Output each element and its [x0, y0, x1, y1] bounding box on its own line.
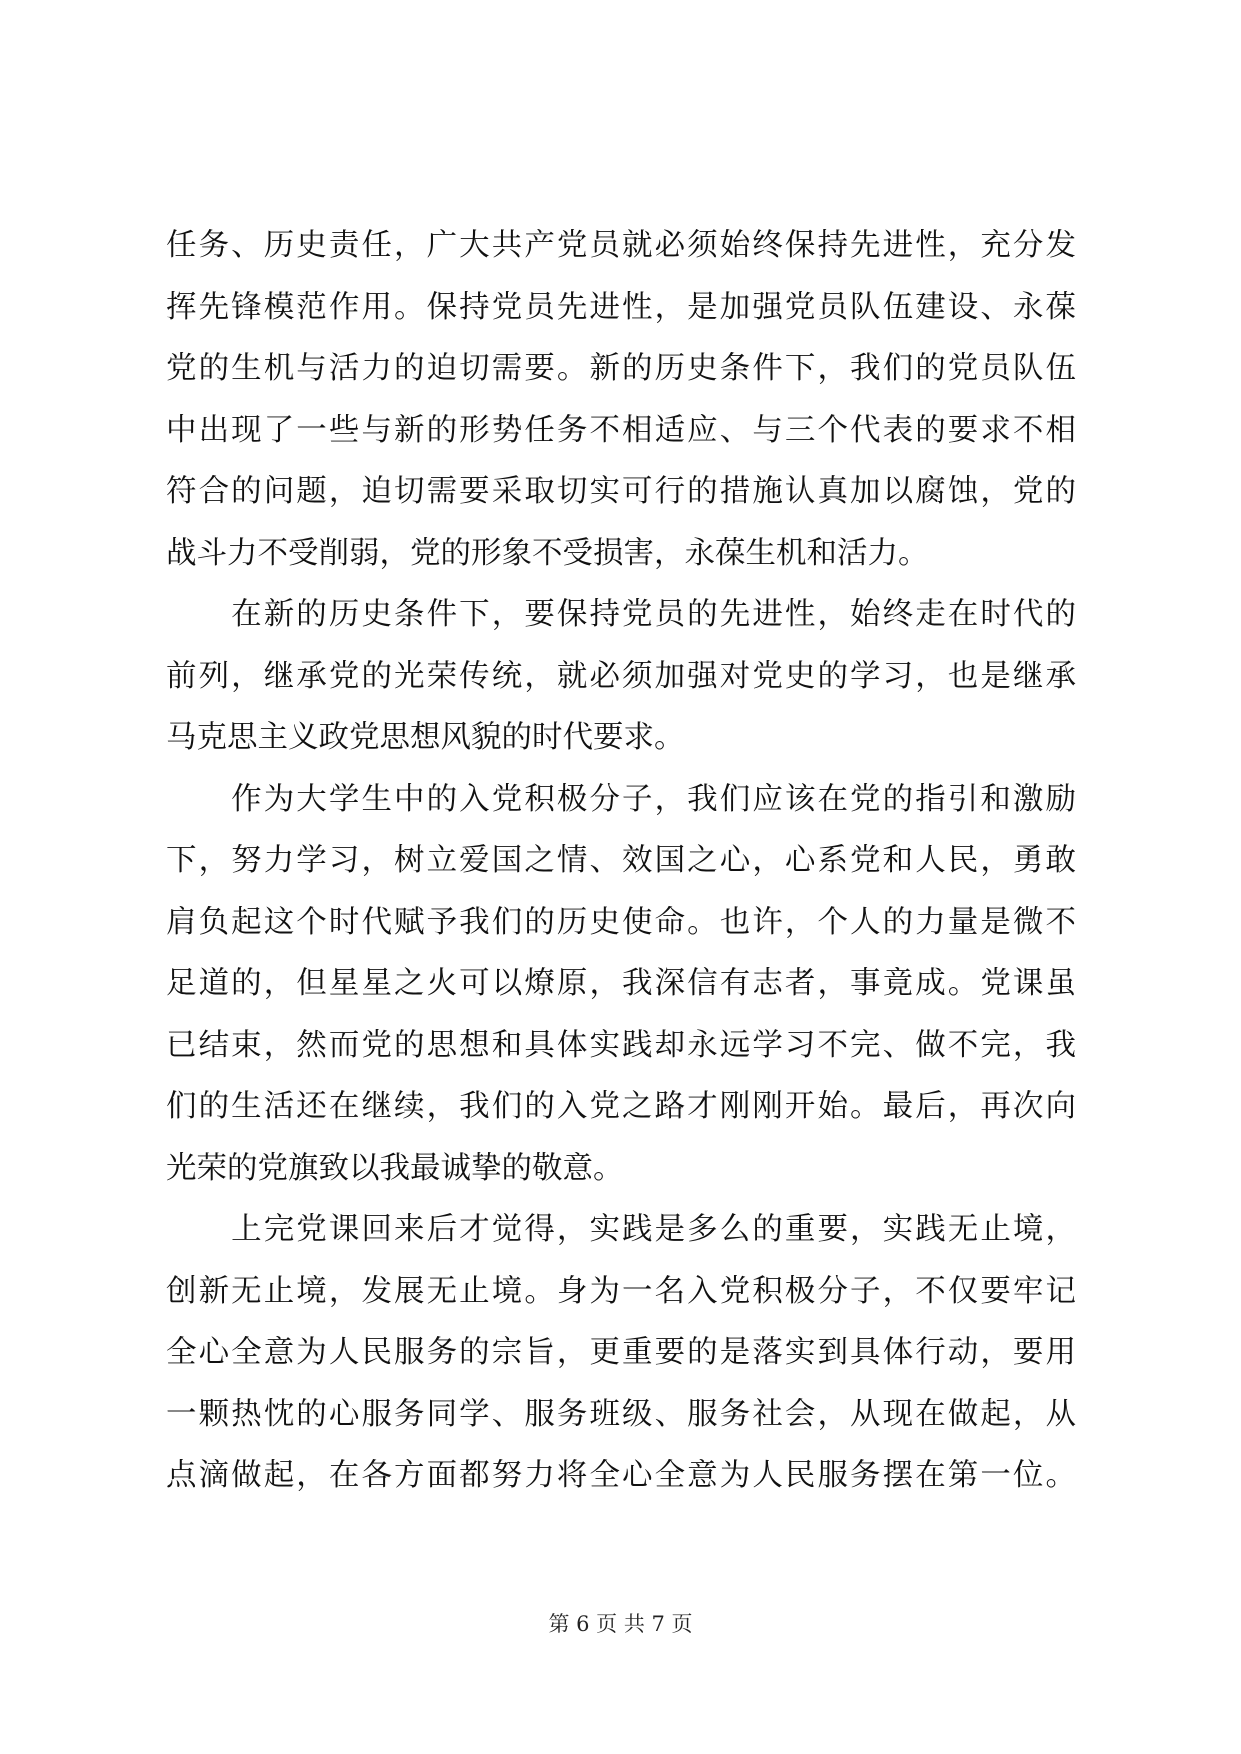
text-line: 党的生机与活力的迫切需要。新的历史条件下，我们的党员队伍 — [166, 352, 1076, 386]
text-line: 创新无止境，发展无止境。身为一名入党积极分子，不仅要牢记 — [166, 1274, 1076, 1309]
text-line: 马克思主义政党思想风貌的时代要求。 — [166, 721, 685, 755]
text-line: 符合的问题，迫切需要采取切实可行的措施认真加以腐蚀，党的 — [166, 475, 1076, 509]
page-number-footer: 第 6 页 共 7 页 — [548, 1612, 693, 1636]
body-text — [166, 229, 1076, 1521]
text-line: 任务、历史责任，广大共产党员就必须始终保持先进性，充分发 — [166, 229, 1076, 263]
text-line: 上完党课回来后才觉得，实践是多么的重要，实践无止境， — [166, 1213, 1076, 1247]
text-line: 点滴做起，在各方面都努力将全心全意为人民服务摆在第一位。 — [166, 1459, 1076, 1493]
text-line: 光荣的党旗致以我最诚挚的敬意。 — [166, 1151, 624, 1186]
text-line: 挥先锋模范作用。保持党员先进性，是加强党员队伍建设、永葆 — [166, 290, 1076, 325]
text-line: 足道的，但星星之火可以燎原，我深信有志者，事竟成。党课虽 — [166, 967, 1076, 1001]
text-line: 在新的历史条件下，要保持党员的先进性，始终走在时代的 — [166, 598, 1076, 632]
text-line: 全心全意为人民服务的宗旨，更重要的是落实到具体行动，要用 — [166, 1336, 1076, 1370]
text-line: 下，努力学习，树立爱国之情、效国之心，心系党和人民，勇敢 — [166, 844, 1076, 878]
text-line: 作为大学生中的入党积极分子，我们应该在党的指引和激励 — [166, 782, 1076, 817]
text-line: 一颗热忱的心服务同学、服务班级、服务社会，从现在做起，从 — [166, 1397, 1076, 1432]
text-line: 战斗力不受削弱，党的形象不受损害，永葆生机和活力。 — [166, 536, 929, 571]
text-line: 已结束，然而党的思想和具体实践却永远学习不完、做不完，我 — [166, 1028, 1076, 1063]
text-line: 肩负起这个时代赋予我们的历史使命。也许，个人的力量是微不 — [166, 905, 1076, 940]
text-line: 前列，继承党的光荣传统，就必须加强对党史的学习，也是继承 — [166, 659, 1076, 694]
text-line: 中出现了一些与新的形势任务不相适应、与三个代表的要求不相 — [166, 413, 1076, 448]
text-line: 们的生活还在继续，我们的入党之路才刚刚开始。最后，再次向 — [166, 1090, 1076, 1124]
